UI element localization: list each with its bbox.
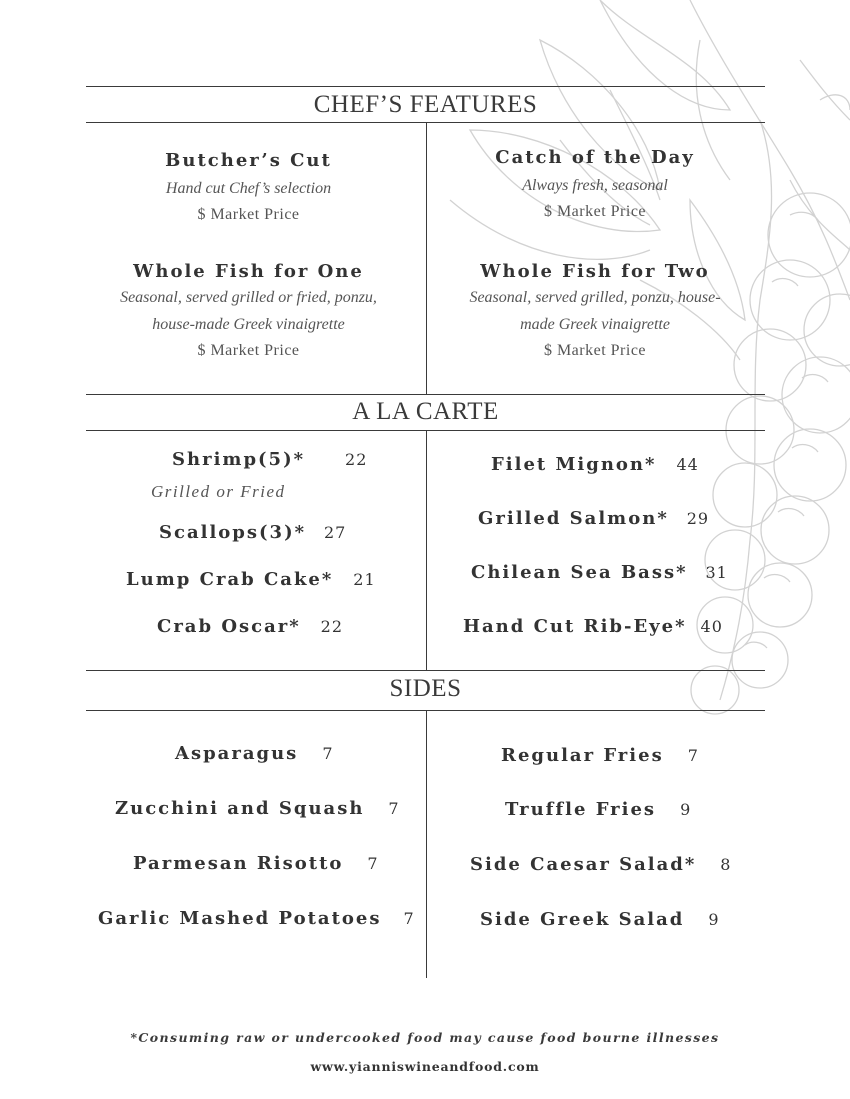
item-name: Parmesan Risotto xyxy=(133,853,344,874)
feature-name: Butcher’s Cut xyxy=(165,150,332,171)
website-link[interactable]: www.yianniswineandfood.com xyxy=(310,1059,540,1074)
item-name: Filet Mignon* xyxy=(491,454,657,475)
menu-item-filet-mignon xyxy=(491,454,699,475)
feature-name: Whole Fish for Two xyxy=(480,261,710,282)
feature-desc: Hand cut Chef’s selection xyxy=(165,180,332,197)
item-price: 27 xyxy=(324,523,347,542)
item-name: Zucchini and Squash xyxy=(115,798,365,819)
item-price: 22 xyxy=(320,617,344,636)
menu-item-shrimp xyxy=(172,449,367,470)
item-price: 44 xyxy=(676,455,699,474)
item-price: 7 xyxy=(687,746,699,765)
top-rule xyxy=(86,86,765,87)
feature-price: $ Market Price xyxy=(543,342,647,359)
sides-divider xyxy=(426,710,427,978)
side-item-side-caesar-salad xyxy=(470,854,731,875)
item-price: 7 xyxy=(388,799,400,818)
a-la-carte-top-rule xyxy=(86,394,765,395)
feature-desc-line1: Seasonal, served grilled or fried, ponzu, xyxy=(120,289,377,306)
item-name: Chilean Sea Bass* xyxy=(471,562,688,583)
feature-price: $ Market Price xyxy=(543,203,647,220)
item-price: 8 xyxy=(720,855,732,874)
item-price: 21 xyxy=(353,570,376,589)
feature-desc-line1: Seasonal, served grilled, ponzu, house- xyxy=(469,289,721,306)
feature-name: Catch of the Day xyxy=(495,147,695,168)
raw-food-disclaimer: *Consuming raw or undercooked food may cause food bourne illnesses xyxy=(130,1030,720,1045)
feature-desc: Always fresh, seasonal xyxy=(522,177,668,194)
side-item-side-greek-salad xyxy=(480,909,720,930)
menu-item-chilean-sea-bass xyxy=(471,562,728,583)
feature-whole-fish-for-two xyxy=(440,261,750,364)
feature-catch-of-the-day xyxy=(440,147,750,225)
feature-whole-fish-for-one xyxy=(86,261,411,364)
section-title-sides: SIDES xyxy=(389,675,462,702)
item-price: 9 xyxy=(708,910,720,929)
section-title-a-la-carte: A LA CARTE xyxy=(352,398,499,425)
item-price: 7 xyxy=(322,744,334,763)
item-name: Hand Cut Rib-Eye* xyxy=(463,616,687,637)
item-price: 22 xyxy=(345,450,368,469)
menu-item-hand-cut-rib-eye xyxy=(463,616,723,637)
a-la-carte-divider xyxy=(426,430,427,670)
item-name: Regular Fries xyxy=(501,745,664,766)
side-item-truffle-fries xyxy=(505,799,691,820)
feature-price: $ Market Price xyxy=(197,342,300,359)
item-price: 9 xyxy=(680,800,692,819)
feature-price: $ Market Price xyxy=(197,206,300,223)
item-price: 7 xyxy=(367,854,379,873)
item-name: Scallops(3)* xyxy=(159,522,306,543)
side-item-garlic-mashed-potatoes xyxy=(98,908,415,929)
item-price: 40 xyxy=(700,617,723,636)
side-item-parmesan-risotto xyxy=(133,853,379,874)
item-price: 7 xyxy=(403,909,415,928)
item-price: 29 xyxy=(686,509,710,528)
feature-desc-line2: house-made Greek vinaigrette xyxy=(152,316,345,333)
menu-item-lump-crab-cake xyxy=(126,569,376,590)
item-name: Crab Oscar* xyxy=(157,616,301,637)
feature-name: Whole Fish for One xyxy=(133,261,364,282)
sides-top-rule xyxy=(86,670,765,671)
side-item-zucchini-and-squash xyxy=(115,798,400,819)
section-title-chefs-features: CHEF’S FEATURES xyxy=(313,91,538,118)
menu-item-shrimp-note: Grilled or Fried xyxy=(151,482,286,501)
side-item-asparagus xyxy=(175,743,334,764)
item-name: Side Greek Salad xyxy=(480,909,685,930)
item-name: Grilled Salmon* xyxy=(478,508,669,529)
item-name: Lump Crab Cake* xyxy=(126,569,334,590)
feature-butchers-cut xyxy=(86,150,411,228)
menu-item-crab-oscar xyxy=(157,616,343,637)
item-price: 31 xyxy=(705,563,728,582)
menu-item-scallops xyxy=(159,522,346,543)
item-name: Side Caesar Salad* xyxy=(470,854,697,875)
item-name: Asparagus xyxy=(175,743,299,764)
side-item-regular-fries xyxy=(501,745,699,766)
feature-desc-line2: made Greek vinaigrette xyxy=(520,316,670,333)
item-name: Shrimp(5)* xyxy=(172,449,306,470)
item-name: Truffle Fries xyxy=(505,799,657,820)
item-name: Garlic Mashed Potatoes xyxy=(98,908,382,929)
menu-item-grilled-salmon xyxy=(478,508,709,529)
chefs-features-divider xyxy=(426,122,427,394)
